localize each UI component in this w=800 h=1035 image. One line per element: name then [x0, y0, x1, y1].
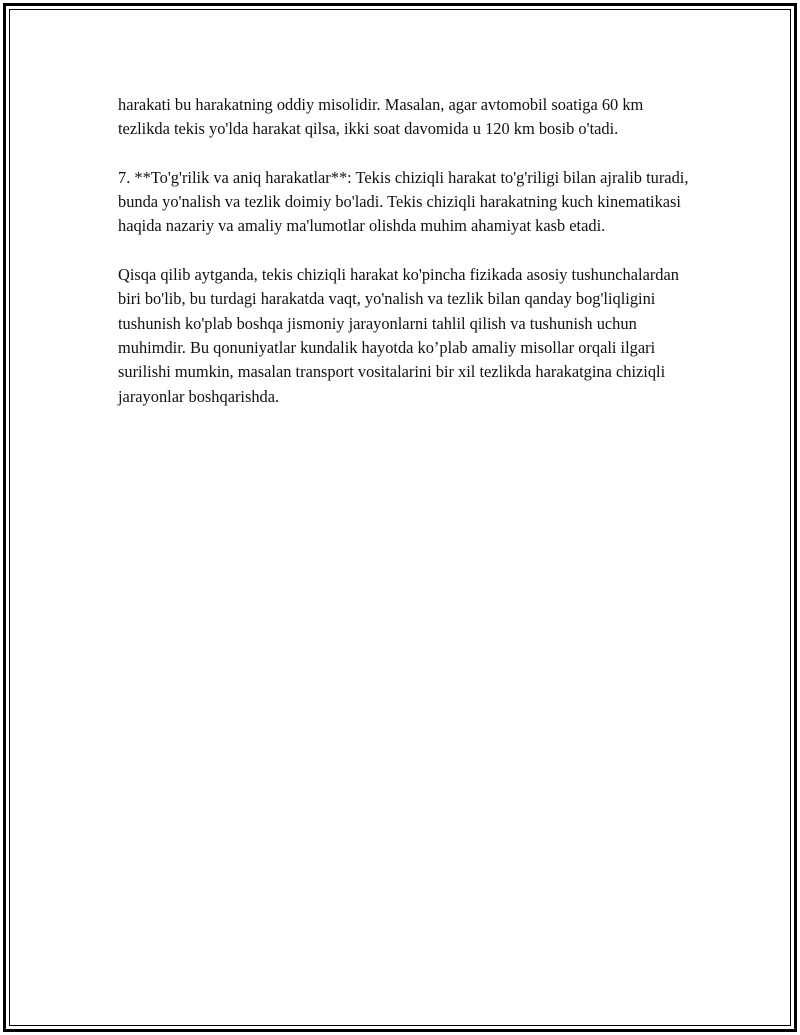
paragraph-intro: harakati bu harakatning oddiy misolidir. Masalan, agar avtomobil soatiga 60 km tezlikda tekis yo'lda harakat qilsa, ikki soat davomida u 120 km bosib o'tadi.: [118, 95, 644, 139]
paragraph-item-7: 7. **To'g'rilik va aniq harakatlar**: Tekis chiziqli harakat to'g'riligi bilan ajralib turadi, bunda yo'nalish va tezlik doimiy bo'ladi. Tekis chiziqli harakatning kuch kinematikasi haqida nazariy va amaliy ma'lumotlar olishda muhim ahamiyat kasb etadi.: [118, 167, 689, 236]
paragraph-summary: Qisqa qilib aytganda, tekis chiziqli harakat ko'pincha fizikada asosiy tushunchalardan biri bo'lib, bu turdagi harakatda vaqt, yo'nalish va tezlik bilan qanday bog'liqligini tushunish ko'plab boshqa jismoniy jarayonlarni tahlil qilish va tushunish uchun muhimdir. Bu qonuniyatlar kundalik hayotda ko’plab amaliy misollar orqali ilgari surilishi mumkin, masalan transport vositalarini bir xil tezlikda harakatgina chiziqli jarayonlar boshqarishda.: [118, 265, 679, 406]
document-body: [118, 93, 693, 433]
